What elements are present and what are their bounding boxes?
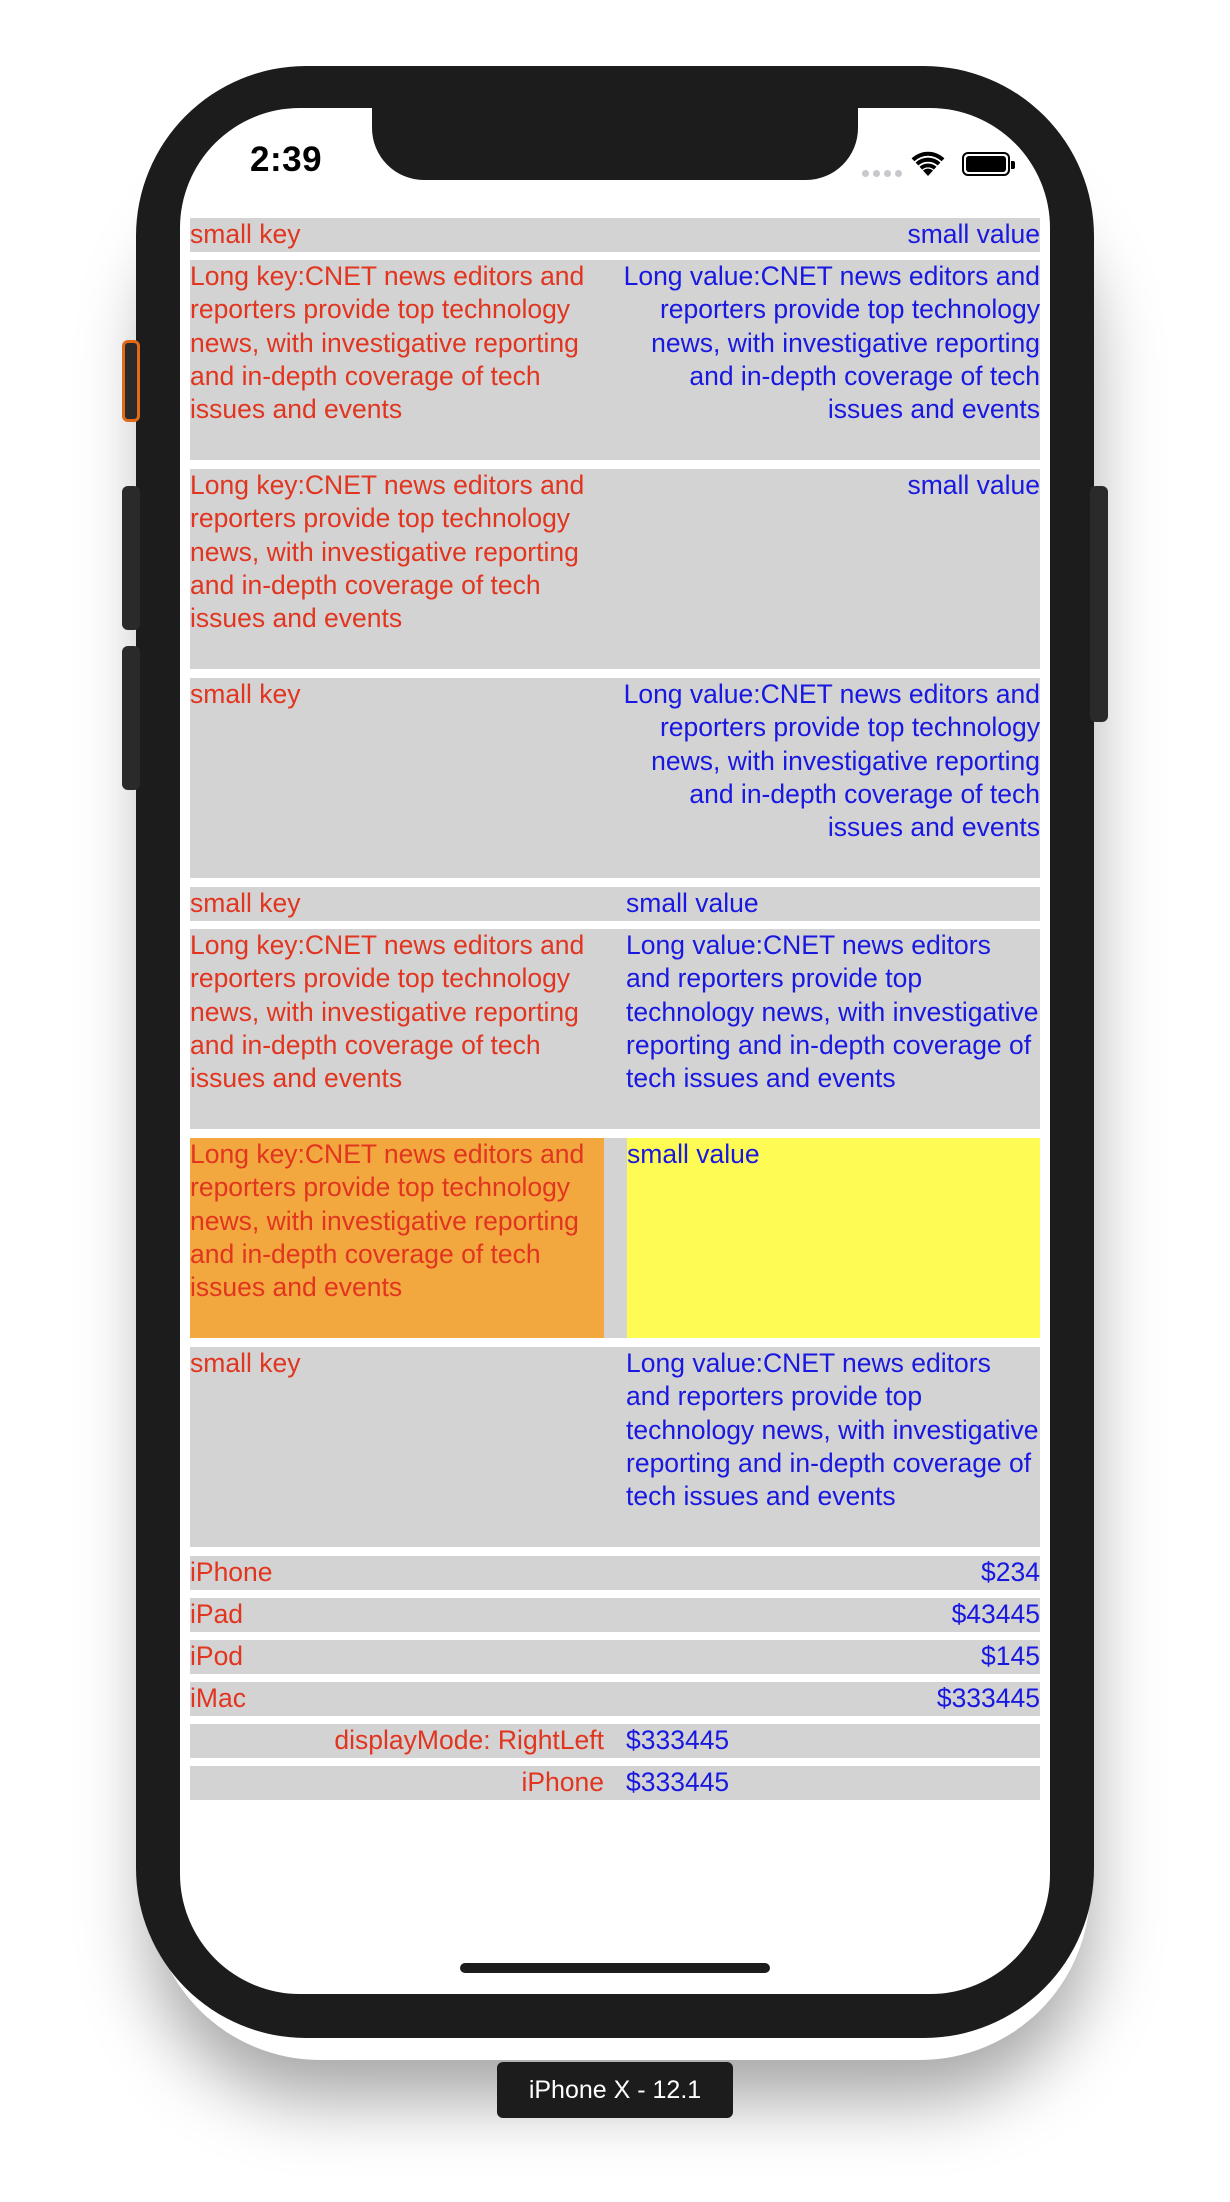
row-value: $234 xyxy=(981,1557,1040,1587)
row-key: small key xyxy=(190,888,301,918)
row-key: Long key:CNET news editors and reporters provide top technology news, with investigative reporting and in-depth coverage of tech issues and events xyxy=(190,930,585,1094)
row-value: $43445 xyxy=(951,1599,1040,1629)
row-key: iPad xyxy=(190,1599,244,1629)
volume-up-button xyxy=(122,486,140,630)
list-row xyxy=(190,678,1040,878)
row-key: iPod xyxy=(190,1641,244,1671)
row-key: small key xyxy=(190,679,301,709)
device-screen xyxy=(180,108,1050,1994)
row-key: Long key:CNET news editors and reporters provide top technology news, with investigative reporting and in-depth coverage of tech issues and events xyxy=(190,470,585,634)
list-row xyxy=(190,218,1040,252)
row-key: iMac xyxy=(190,1683,246,1713)
notch xyxy=(372,108,858,180)
row-key: Long key:CNET news editors and reporters provide top technology news, with investigative reporting and in-depth coverage of tech issues and events xyxy=(190,1138,604,1338)
row-value: Long value:CNET news editors and reporters provide top technology news, with investigative reporting and in-depth coverage of tech issues and events xyxy=(626,1348,1039,1512)
list-row xyxy=(190,1766,1040,1800)
row-value: small value xyxy=(907,219,1040,249)
cellular-signal-icon xyxy=(862,170,904,180)
row-key: small key xyxy=(190,219,301,249)
row-key: displayMode: RightLeft xyxy=(334,1725,604,1755)
row-value: $333445 xyxy=(626,1725,730,1755)
list-row xyxy=(190,1640,1040,1674)
list-row xyxy=(190,260,1040,460)
wifi-icon xyxy=(910,150,946,178)
row-value: Long value:CNET news editors and reporters provide top technology news, with investigative reporting and in-depth coverage of tech issues and events xyxy=(623,261,1040,425)
volume-down-button xyxy=(122,646,140,790)
list-row xyxy=(190,469,1040,669)
row-key: iPhone xyxy=(190,1557,273,1587)
list-row xyxy=(190,1556,1040,1590)
list-row xyxy=(190,1347,1040,1547)
list-row xyxy=(190,929,1040,1129)
device-label: iPhone X - 12.1 xyxy=(497,2062,733,2118)
row-value: small value xyxy=(907,470,1040,500)
row-value: $333445 xyxy=(936,1683,1040,1713)
list-row xyxy=(190,887,1040,921)
row-key: Long key:CNET news editors and reporters provide top technology news, with investigative reporting and in-depth coverage of tech issues and events xyxy=(190,261,585,425)
power-button xyxy=(1090,486,1108,722)
list-row xyxy=(190,1724,1040,1758)
row-value: $145 xyxy=(981,1641,1040,1671)
list-row xyxy=(190,1682,1040,1716)
row-value: $333445 xyxy=(626,1767,730,1797)
mute-switch xyxy=(122,340,140,422)
row-value: small value xyxy=(627,1138,1040,1338)
row-value: small value xyxy=(626,888,759,918)
battery-icon xyxy=(962,152,1010,176)
list-row xyxy=(190,1598,1040,1632)
home-indicator[interactable] xyxy=(460,1963,770,1973)
status-time: 2:39 xyxy=(250,140,323,179)
row-key: iPhone xyxy=(521,1767,604,1797)
row-key: small key xyxy=(190,1348,301,1378)
row-value: Long value:CNET news editors and reporters provide top technology news, with investigative reporting and in-depth coverage of tech issues and events xyxy=(623,679,1040,843)
list-row-highlighted xyxy=(190,1138,1040,1338)
row-value: Long value:CNET news editors and reporters provide top technology news, with investigative reporting and in-depth coverage of tech issues and events xyxy=(626,930,1039,1094)
